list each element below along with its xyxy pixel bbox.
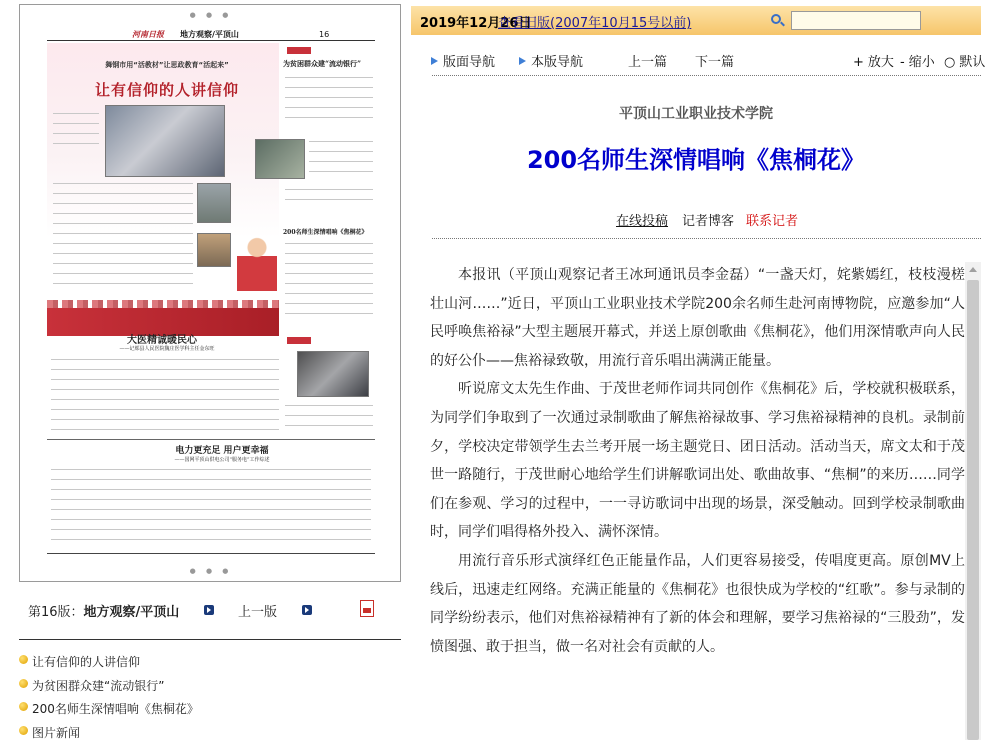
scroll-up-arrow-icon[interactable] xyxy=(965,262,981,278)
arrow-right-icon xyxy=(519,57,526,65)
bullet-icon xyxy=(19,702,28,711)
preview-story3-subhead: ——国网平顶山供电公司“服务电”工作综述 xyxy=(174,457,270,463)
next-page-arrow-icon[interactable] xyxy=(302,605,312,615)
article-pre-title: 平顶山工业职业技术学院 xyxy=(619,106,773,122)
bullet-icon xyxy=(19,726,28,735)
article-paragraph: 听说席文太先生作曲、于茂世老师作词共同创作《焦桐花》后，学校就积极联系，为同学们争取到了一次通过录制歌曲了解焦裕禄故事、学习焦裕禄精神的良机。录制前夕，学校决定带领学生去兰考开展一场主题党日、团日活动。活动当天，席文太和于茂世一路随行，于茂世耐心地给学生们讲解歌词出处、歌曲故事、“焦桐”的来历……同学们在参观、学习的过程中，一一寻访歌词中出现的场景，深受触动。回到学校录制歌曲时，同学们唱得格外投入、满怀深情。 xyxy=(430,381,965,541)
default-size-button[interactable]: ○ 默认 xyxy=(944,55,986,70)
bullet-icon xyxy=(19,679,28,688)
article-title: 200名师生深情唱响《焦桐花》 xyxy=(526,146,866,174)
preview-dots-bottom: ● ● ● xyxy=(189,567,233,575)
date-search-bar xyxy=(411,6,981,35)
minus-icon: - xyxy=(900,55,905,70)
article-paragraph: 用流行音乐形式演绎红色正能量作品，人们更容易接受，传唱度更高。原创MV上线后，迅速走红网络。充满正能量的《焦桐花》也很快成为学校的“红歌”。参与录制的同学纷纷表示，他们对焦裕禄精神有了新的体会和理解，要学习焦裕禄的“三股劲”，发愤图强、敢于担当，做一名对社会有贡献的人。 xyxy=(430,552,965,655)
edition-label: 第16版：地方观察/平顶山 xyxy=(28,605,180,620)
left-column xyxy=(0,0,410,740)
preview-masthead: 河南日报 xyxy=(132,29,164,39)
preview-side-tag xyxy=(287,47,311,54)
preview-canvas xyxy=(47,29,375,563)
preview-story3-headline: 电力更充足 用户更幸福 xyxy=(175,446,269,456)
article-navbar xyxy=(411,50,986,70)
links-divider xyxy=(432,238,981,239)
article-list-item[interactable]: 让有信仰的人讲信仰 xyxy=(19,651,399,675)
left-divider xyxy=(19,639,401,640)
online-submission-link[interactable]: 在线投稿 xyxy=(616,214,669,229)
preview-hero-headline: 让有信仰的人讲信仰 xyxy=(94,81,239,99)
preview-photo-small-2 xyxy=(197,233,231,267)
prev-page-arrow-icon[interactable] xyxy=(204,605,214,615)
arrow-right-icon xyxy=(431,57,438,65)
scroll-thumb[interactable] xyxy=(967,280,979,740)
article-body xyxy=(430,261,965,661)
prev-article-link[interactable]: 上一篇 xyxy=(628,55,668,70)
reporter-blog-link[interactable]: 记者博客 xyxy=(682,214,735,229)
search-icon[interactable] xyxy=(771,14,781,24)
preview-hero-block xyxy=(47,43,279,321)
preview-footer xyxy=(47,553,375,559)
page-pager xyxy=(28,601,388,619)
preview-section: 地方观察/平顶山 xyxy=(180,30,239,39)
zoom-out-button[interactable]: - 缩小 xyxy=(900,55,935,70)
article-list xyxy=(19,651,399,740)
article-links xyxy=(411,210,981,228)
article-scrollbar[interactable] xyxy=(965,262,981,740)
old-edition-link[interactable]: 查看旧版(2007年10月15号以前) xyxy=(498,16,692,31)
preview-dots-top: ● ● ● xyxy=(189,11,233,19)
newspaper-page-preview[interactable] xyxy=(19,4,401,582)
search-input[interactable] xyxy=(791,11,921,30)
preview-header xyxy=(47,29,375,41)
article-list-item[interactable]: 200名师生深情唱响《焦桐花》 xyxy=(19,698,399,722)
circle-icon: ○ xyxy=(944,55,956,70)
page-nav-button[interactable]: 版面导航 xyxy=(431,51,495,70)
edition-name: 地方观察/平顶山 xyxy=(83,605,180,620)
pdf-download-icon[interactable] xyxy=(360,600,374,617)
preview-story2-headline: 大医精诚暖民心 xyxy=(127,335,197,346)
preview-side-photo-1 xyxy=(255,139,305,179)
preview-photo-small-1 xyxy=(197,183,231,223)
bullet-icon xyxy=(19,655,28,664)
preview-side-headline-2: 200名师生深情唱响《焦桐花》 xyxy=(283,229,368,236)
article-list-item[interactable]: 为贫困群众建“流动银行” xyxy=(19,675,399,699)
article-list-item[interactable]: 图片新闻 xyxy=(19,722,399,740)
zoom-in-button[interactable]: + 放大 xyxy=(853,55,894,70)
next-article-link[interactable]: 下一篇 xyxy=(695,55,735,70)
plus-icon: + xyxy=(853,55,864,70)
preview-illustration xyxy=(237,233,277,291)
this-page-nav-button[interactable]: 本版导航 xyxy=(519,51,583,70)
article-paragraph: 本报讯（平顶山观察记者王冰珂通讯员李金磊）“一盏天灯，姹紫嫣红，枝枝漫槎壮山河……”近日，平顶山工业职业技术学院200余名师生赴河南博物院，应邀参加“人民呼唤焦裕禄”大型主题展开幕式，并送上原创歌曲《焦桐花》，他们用深情歌声向人民的好公仆——焦裕禄致敬，用流行音乐唱出满满正能量。 xyxy=(430,267,965,369)
nav-divider xyxy=(432,75,981,76)
preview-hero-subhead: 舞钢市用“活教材”让思政教育“活起来” xyxy=(105,61,229,69)
preview-page-number: 16 xyxy=(319,30,330,39)
issue-date: 2019年12月26日 xyxy=(420,16,532,31)
preview-side-tag-2 xyxy=(287,337,311,344)
contact-reporter-link[interactable]: 联系记者 xyxy=(746,214,799,229)
preview-story2-subhead: ——记郏县人民医院魏庄医学科主任金东旺 xyxy=(119,346,215,352)
preview-hero-photo xyxy=(105,105,225,177)
preview-side-headline: 为贫困群众建“流动银行” xyxy=(283,59,362,68)
preview-side-photo-2 xyxy=(297,351,369,397)
prev-page-link[interactable]: 上一版 xyxy=(238,605,278,620)
